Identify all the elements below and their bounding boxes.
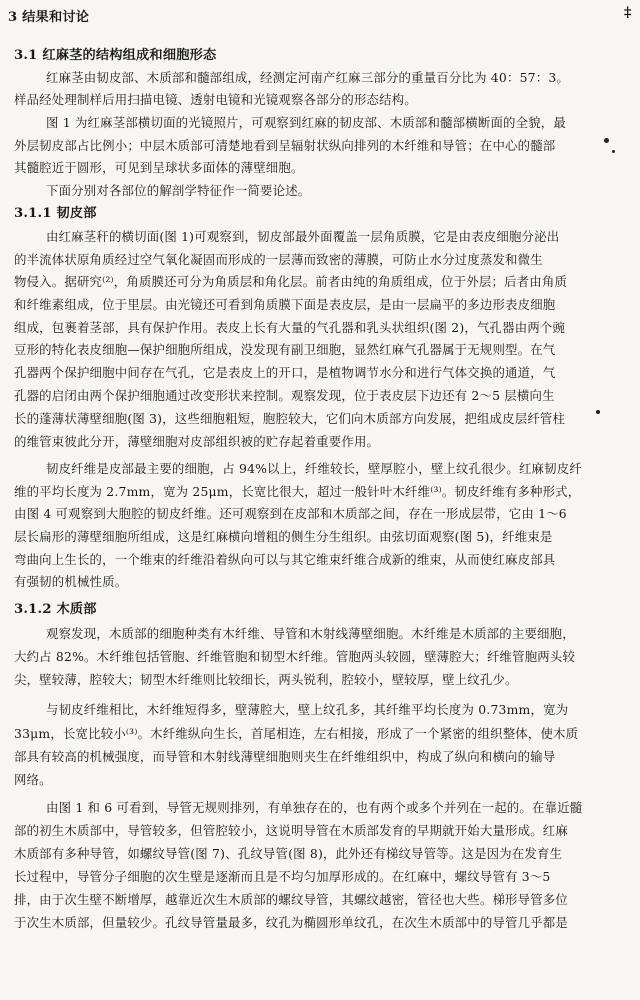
- section-heading-results: 3 结果和讨论: [8, 10, 90, 25]
- paragraph-line: 弯曲向上生长的，一个维束的纤维沿着纵向可以与其它维束纤维合成新的维束，从而使红麻皮部具: [14, 552, 556, 567]
- paragraph-line: 维的平均长度为 2.7mm，宽为 25μm，长宽比很大，超过一般针叶木纤维⁽³⁾。韧皮纤维有多种形式，: [14, 484, 581, 499]
- paragraph-line: 部的初生木质部中，导管较多，但管腔较小，这说明导管在木质部发育的早期就开始大量形成。红麻: [14, 823, 568, 838]
- paragraph-line: 由红麻茎秆的横切面(图 1)可观察到，韧皮部最外面覆盖一层角质膜，它是由表皮细胞分泌出: [46, 229, 560, 244]
- paragraph-line: 33μm，长宽比较小⁽³⁾。木纤维纵向生长，首尾相连，左右相接，形成了一个紧密的组织整体，使木质: [14, 726, 579, 741]
- paragraph-line: 与韧皮纤维相比，木纤维短得多，壁薄腔大，壁上纹孔多，其纤维平均长度为 0.73mm，宽为: [46, 702, 569, 717]
- paragraph-line: 长过程中，导管分子细胞的次生壁是逐渐而且是不均匀加厚形成的。在红麻中，螺纹导管有 3～5: [14, 869, 551, 884]
- paragraph-line: 其髓腔近于圆形，可见到呈球状多面体的薄壁细胞。: [14, 160, 304, 175]
- paragraph-line: 有强韧的机械性质。: [14, 574, 128, 589]
- subsection-heading-phloem: 3.1.1 韧皮部: [14, 206, 97, 221]
- paragraph-line: 木质部有多种导管，如螺纹导管(图 7)、孔纹导管(图 8)，此外还有梯纹导管等。这是因为在发育生: [14, 846, 563, 861]
- paragraph-line: 尖，壁较薄，腔较大；韧型木纤维则比较细长，两头锐利，腔较小，壁较厚，壁上纹孔少。: [14, 672, 518, 687]
- paragraph-line: 和纤维素组成，位于里层。由光镜还可看到角质膜下面是表皮层，是由一层扁平的多边形表皮细胞: [14, 297, 556, 312]
- paragraph-line: 大约占 82%。木纤维包括管胞、纤维管胞和韧型木纤维。管胞两头较圆，壁薄腔大；纤维管胞两头较: [14, 649, 576, 664]
- paragraph-line: 图 1 为红麻茎部横切面的光镜照片，可观察到红麻的韧皮部、木质部和髓部横断面的全貌，最: [46, 115, 566, 130]
- paragraph-line: 物侵入。据研究⁽²⁾，角质膜还可分为角质层和角化层。前者由纯的角质组成，位于外层；后者由角质: [14, 274, 568, 289]
- paragraph-line: 豆形的特化表皮细胞—保护细胞所组成，没发现有副卫细胞，显然红麻气孔器属于无规则型。在气: [14, 342, 556, 357]
- paragraph-line: 层长扁形的薄壁细胞所组成，这是红麻横向增粗的侧生分生组织。由弦切面观察(图 5)，纤维束是: [14, 529, 553, 544]
- paragraph-line: 下面分别对各部位的解剖学特征作一简要论述。: [46, 183, 311, 198]
- paragraph-line: 外层韧皮部占比例小；中层木质部可清楚地看到呈辐射状纵向排列的木纤维和导管；在中心的髓部: [14, 138, 556, 153]
- paragraph-line: 排，由于次生壁不断增厚，越靠近次生木质部的螺纹导管，其螺纹越密，管径也大些。梯形导管多位: [14, 892, 568, 907]
- corner-mark: ‡: [624, 5, 632, 21]
- paragraph-line: 的维管束彼此分开，薄壁细胞对皮部组织被的贮存起着重要作用。: [14, 434, 380, 449]
- paragraph-line: 组成，包裹着茎部，具有保护作用。表皮上长有大量的气孔器和乳头状组织(图 2)，气孔器由两个豌: [14, 320, 566, 335]
- paragraph-line: 韧皮纤维是皮部最主要的细胞，占 94%以上，纤维较长，壁厚腔小，壁上纹孔很少。红麻韧皮纤: [46, 461, 582, 476]
- scan-speck: [596, 410, 600, 414]
- paragraph-line: 长的蓬薄状薄壁细胞(图 3)，这些细胞粗短，胞腔较大，它们向木质部方向发展，把组成皮层纤管柱: [14, 411, 566, 426]
- scan-speck: [612, 150, 615, 153]
- paragraph-line: 样品经处理制样后用扫描电镜、透射电镜和光镜观察各部分的形态结构。: [14, 92, 417, 107]
- paragraph-line: 部具有较高的机械强度，而导管和木射线薄壁细胞则夹生在纤维组织中，构成了纵向和横向的输导: [14, 749, 556, 764]
- paragraph-line: 于次生木质部，但量较少。孔纹导管量最多，纹孔为椭圆形单纹孔，在次生木质部中的导管几乎都是: [14, 915, 568, 930]
- paragraph-line: 孔器的启闭由两个保护细胞通过改变形状来控制。观察发现，位于表皮层下边还有 2～5 层横向生: [14, 388, 555, 403]
- scan-speck: [604, 138, 609, 143]
- subsection-heading-3-1: 3.1 红麻茎的结构组成和细胞形态: [14, 48, 217, 63]
- paragraph-line: 网络。: [14, 772, 52, 787]
- paragraph-line: 红麻茎由韧皮部、木质部和髓部组成，经测定河南产红麻三部分的重量百分比为 40：57：3。: [46, 70, 569, 85]
- subsection-heading-xylem: 3.1.2 木质部: [14, 602, 97, 617]
- paragraph-line: 的半流体状原角质经过空气氧化凝固而形成的一层薄而致密的薄膜，可防止水分过度蒸发和微生: [14, 252, 543, 267]
- paragraph-line: 观察发现，木质部的细胞种类有木纤维、导管和木射线薄壁细胞。木纤维是木质部的主要细胞，: [46, 626, 575, 641]
- paragraph-line: 孔器两个保护细胞中间存在气孔，它是表皮上的开口，是植物调节水分和进行气体交换的通道，气: [14, 365, 556, 380]
- paragraph-line: 由图 4 可观察到大胞腔的韧皮纤维。还可观察到在皮部和木质部之间，存在一形成层带，它由 1～6: [14, 506, 567, 521]
- paragraph-line: 由图 1 和 6 可看到，导管无规则排列，有单独存在的，也有两个或多个并列在一起的。在靠近髓: [46, 800, 583, 815]
